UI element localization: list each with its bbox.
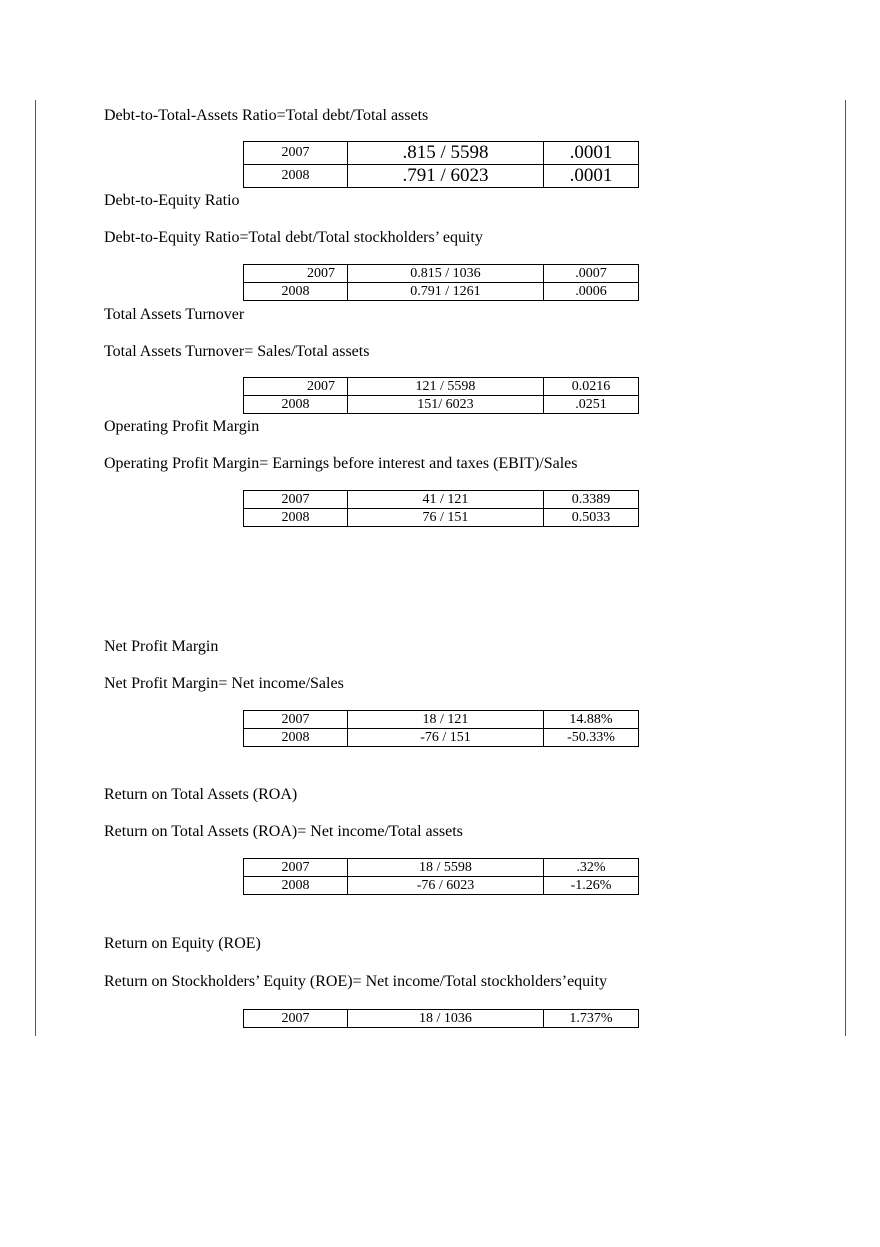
result-cell: 0.0216 [544, 378, 639, 396]
result-cell: .0006 [544, 283, 639, 301]
calc-cell: -76 / 151 [348, 729, 544, 747]
year-cell: 2008 [244, 283, 348, 301]
calc-cell: .815 / 5598 [348, 142, 544, 165]
formula-operating-profit-margin: Operating Profit Margin= Earnings before interest and taxes (EBIT)/Sales [104, 455, 578, 472]
formula-net-profit-margin: Net Profit Margin= Net income/Sales [104, 675, 344, 692]
calc-cell: 76 / 151 [348, 509, 544, 527]
result-cell: -50.33% [544, 729, 639, 747]
table-roe [243, 1009, 639, 1028]
calc-cell: 121 / 5598 [348, 378, 544, 396]
result-cell: .0007 [544, 265, 639, 283]
page-margin-rule-left [35, 100, 36, 1036]
result-cell: 1.737% [544, 1010, 639, 1028]
table-row [244, 491, 639, 509]
table-row [244, 283, 639, 301]
page-margin-rule-right [845, 100, 846, 1036]
result-cell: -1.26% [544, 877, 639, 895]
table-row [244, 378, 639, 396]
table-net-profit-margin [243, 710, 639, 747]
year-cell: 2007 [244, 491, 348, 509]
table-row [244, 165, 639, 188]
heading-debt-to-equity: Debt-to-Equity Ratio [104, 192, 240, 209]
year-cell: 2007 [244, 378, 348, 396]
table-row [244, 1010, 639, 1028]
table-row [244, 265, 639, 283]
table-operating-profit-margin [243, 490, 639, 527]
heading-roe: Return on Equity (ROE) [104, 935, 261, 952]
table-row [244, 729, 639, 747]
year-cell: 2008 [244, 396, 348, 414]
formula-debt-to-equity: Debt-to-Equity Ratio=Total debt/Total stockholders’ equity [104, 229, 483, 246]
year-cell: 2007 [244, 711, 348, 729]
year-cell: 2008 [244, 165, 348, 188]
heading-roa: Return on Total Assets (ROA) [104, 786, 298, 803]
result-cell: 0.5033 [544, 509, 639, 527]
formula-total-assets-turnover: Total Assets Turnover= Sales/Total assets [104, 343, 370, 360]
result-cell: 14.88% [544, 711, 639, 729]
year-cell: 2008 [244, 877, 348, 895]
heading-total-assets-turnover: Total Assets Turnover [104, 306, 245, 323]
formula-roe: Return on Stockholders’ Equity (ROE)= Net income/Total stockholders’equity [104, 973, 608, 990]
calc-cell: .791 / 6023 [348, 165, 544, 188]
table-row [244, 877, 639, 895]
year-cell: 2007 [244, 1010, 348, 1028]
calc-cell: 18 / 121 [348, 711, 544, 729]
calc-cell: 41 / 121 [348, 491, 544, 509]
formula-roa: Return on Total Assets (ROA)= Net income/Total assets [104, 823, 463, 840]
result-cell: .0001 [544, 165, 639, 188]
calc-cell: 18 / 1036 [348, 1010, 544, 1028]
year-cell: 2008 [244, 509, 348, 527]
calc-cell: 0.815 / 1036 [348, 265, 544, 283]
result-cell: .0001 [544, 142, 639, 165]
heading-net-profit-margin: Net Profit Margin [104, 638, 219, 655]
table-row [244, 859, 639, 877]
table-roa [243, 858, 639, 895]
table-total-assets-turnover [243, 377, 639, 414]
formula-debt-to-total-assets: Debt-to-Total-Assets Ratio=Total debt/Total assets [104, 107, 429, 124]
table-row [244, 396, 639, 414]
table-row [244, 509, 639, 527]
table-debt-to-total-assets [243, 141, 639, 188]
year-cell: 2007 [244, 142, 348, 165]
result-cell: 0.3389 [544, 491, 639, 509]
year-cell: 2008 [244, 729, 348, 747]
year-cell: 2007 [244, 265, 348, 283]
calc-cell: 0.791 / 1261 [348, 283, 544, 301]
heading-operating-profit-margin: Operating Profit Margin [104, 418, 260, 435]
calc-cell: 18 / 5598 [348, 859, 544, 877]
calc-cell: 151/ 6023 [348, 396, 544, 414]
table-debt-to-equity [243, 264, 639, 301]
result-cell: .0251 [544, 396, 639, 414]
table-row [244, 142, 639, 165]
calc-cell: -76 / 6023 [348, 877, 544, 895]
year-cell: 2007 [244, 859, 348, 877]
table-row [244, 711, 639, 729]
result-cell: .32% [544, 859, 639, 877]
